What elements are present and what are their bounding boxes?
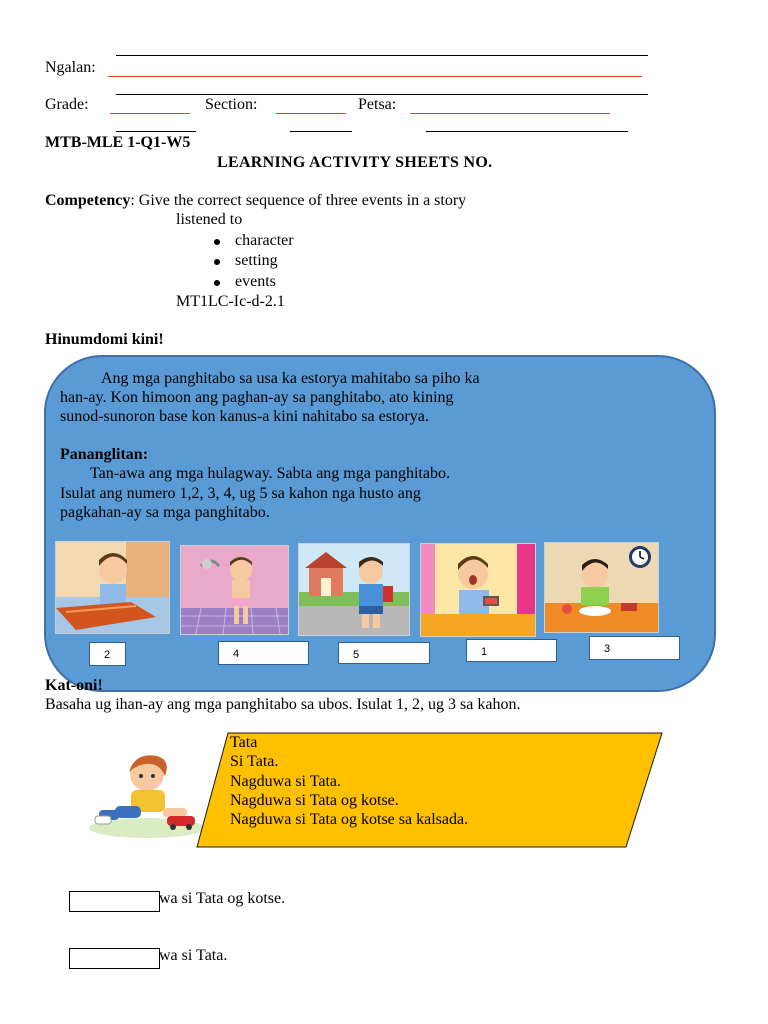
answer-box-5[interactable]: 3 — [589, 636, 680, 660]
boy-bathing-picture — [180, 545, 289, 635]
bullet-dot — [214, 259, 220, 265]
subject-code: MTB-MLE 1-Q1-W5 — [45, 134, 191, 151]
name-top-line — [116, 55, 648, 56]
page-title: LEARNING ACTIVITY SHEETS NO. — [217, 154, 493, 171]
date-under-line — [426, 131, 628, 132]
boy-waking-up-picture — [420, 543, 536, 637]
grade-input-line[interactable] — [110, 113, 190, 114]
name-input-line[interactable] — [108, 76, 642, 77]
answer-box-1[interactable]: 2 — [89, 642, 126, 666]
section-under-line — [290, 131, 352, 132]
story-line-5: Nagduwa si Tata og kotse sa kalsada. — [230, 811, 469, 828]
bullet-character: character — [235, 232, 294, 249]
answer-box-3[interactable]: 5 — [338, 642, 430, 664]
reminder-para-line1: Ang mga panghitabo sa usa ka estorya mahitabo sa piho ka — [101, 370, 480, 387]
competency-text: : Give the correct sequence of three events in a story — [130, 192, 467, 209]
reminder-para-line3: sunod-sunoron base kon kanus-a kini nahitabo sa estorya. — [60, 408, 429, 425]
reminder-para-line2: han-ay. Kon himoon ang paghan-ay sa panghitabo, ato kining — [60, 389, 454, 406]
name-bottom-line — [116, 94, 648, 95]
date-label: Petsa: — [358, 96, 397, 113]
section-label: Section: — [205, 96, 258, 113]
grade-under-line — [116, 131, 196, 132]
answer-input-2[interactable] — [69, 948, 160, 969]
story-line-3: Nagduwa si Tata. — [230, 773, 341, 790]
reminder-heading: Hinumdomi kini! — [45, 331, 164, 348]
story-line-2: Si Tata. — [230, 753, 279, 770]
boy-playing-car-illustration — [85, 750, 210, 840]
activity-instruction: Basaha ug ihan-ay ang mga panghitabo sa ubos. Isulat 1, 2, ug 3 sa kahon. — [45, 696, 521, 713]
competency-line2: listened to — [176, 211, 243, 228]
competency-label: Competency — [45, 192, 131, 209]
boy-making-bed-picture — [55, 541, 170, 634]
story-line-4: Nagduwa si Tata og kotse. — [230, 792, 399, 809]
bullet-dot — [214, 239, 220, 245]
example-label: Pananglitan: — [60, 446, 149, 463]
example-line2: Isulat ang numero 1,2, 3, 4, ug 5 sa kahon nga husto ang — [60, 485, 421, 502]
example-line3: pagkahan-ay sa mga panghitabo. — [60, 504, 270, 521]
boy-eating-breakfast-picture — [544, 542, 659, 633]
section-input-line[interactable] — [276, 113, 346, 114]
competency-code: MT1LC-Ic-d-2.1 — [176, 293, 285, 310]
bullet-setting: setting — [235, 252, 278, 269]
story-line-1: Tata — [230, 734, 258, 751]
answer-box-2[interactable]: 4 — [218, 641, 309, 665]
answer-text-1: wa si Tata og kotse. — [159, 890, 286, 907]
answer-text-2: wa si Tata. — [159, 947, 228, 964]
answer-input-1[interactable] — [69, 891, 160, 912]
competency-line1 — [45, 192, 466, 210]
answer-box-4[interactable]: 1 — [466, 639, 557, 662]
name-label: Ngalan: — [45, 59, 96, 76]
grade-label: Grade: — [45, 96, 89, 113]
example-line1: Tan-awa ang mga hulagway. Sabta ang mga panghitabo. — [90, 465, 450, 482]
bullet-dot — [214, 280, 220, 286]
activity-heading: Kat-oni! — [45, 677, 103, 694]
date-input-line[interactable] — [410, 113, 610, 114]
boy-going-to-school-picture — [298, 543, 410, 636]
bullet-events: events — [235, 273, 276, 290]
